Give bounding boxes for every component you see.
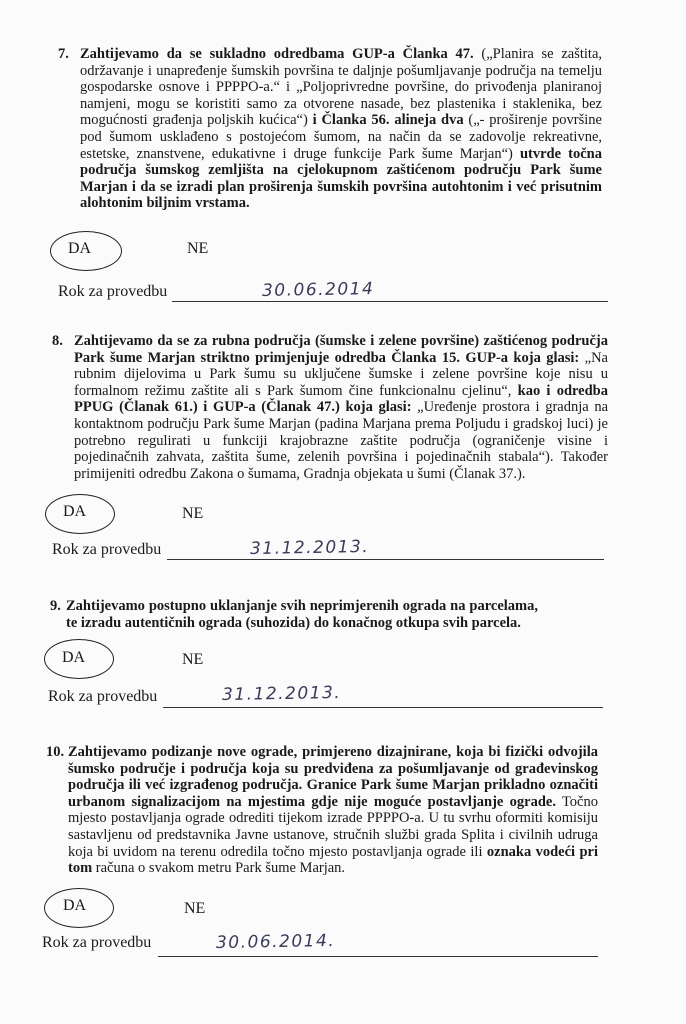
item-text: [66, 598, 538, 631]
deadline-date: 31.12.2013.: [249, 536, 370, 560]
item-number: 8.: [52, 333, 63, 349]
text-bold: utvrde točna područja šumskog zemljišta na cjelokupnom zaštićenom području Park šume Marjan i da se izradi plan proširenja šumskih površina autohtonim i već prisutnim alohtonim biljnim vrstama.: [80, 145, 602, 212]
deadline-label: Rok za provedbu: [58, 283, 168, 300]
item-text: [68, 744, 598, 877]
text-plain: „Na rubnim dijelovima u Park šumu su uključene šumske i zelene površine koje nisu u formalnom režimu zaštite ali s Park šumom čine funkcionalnu cjelinu“,: [74, 349, 608, 399]
text-bold: i Članka 56. alineja dva: [312, 112, 464, 129]
option-yes[interactable]: DA: [62, 649, 86, 666]
text-plain: računa o svakom metru Park šume Marjan.: [92, 860, 346, 877]
text-bold: oznaka vodeći pri tom: [68, 843, 599, 877]
text-plain: („- proširenje površine pod šumom usklađeno s postojećom šumom, na način da se zadovolje rekreativne, estetske, znanstvene, edukativne i druge funkcije Park šume Marjan“): [80, 112, 602, 162]
item-text: [74, 333, 608, 482]
option-yes[interactable]: DA: [63, 503, 87, 520]
deadline-date: 31.12.2013.: [221, 682, 342, 706]
text-plain: Točno mjesto postavljanja ograde odrediti tijekom izrade PPPPO-a. U tu svrhu oformiti komisiju sastavljenu od predstavnika Javne ustanove, stručnih službi grada Splita i civilnih udruga koja bi uvidom na terenu odredila točno mjesto postavljanja ograde ili: [68, 793, 598, 860]
deadline-label: Rok za provedbu: [42, 934, 152, 951]
deadline-date: 30.06.2014.: [215, 930, 336, 954]
text-bold: Zahtijevamo podizanje nove ograde, primjereno dizajnirane, koja bi fizički odvojila šumsko područje i područja koja su predviđena za pošumljavanje od građevinskog područja ili već izgrađenog područja. Granice Park šume Marjan prikladno označiti urbanom signalizacijom na mjestima gdje nije moguće postavljanje ograde.: [68, 744, 598, 810]
deadline-label: Rok za provedbu: [52, 541, 162, 558]
option-no[interactable]: NE: [182, 651, 204, 668]
deadline-line: [163, 707, 603, 708]
text-bold: Zahtijevamo da se za rubna područja (šumske i zelene površine) zaštićenog područja Park šume Marjan striktno primjenjuje odredba Članka 15. GUP-a koja glasi:: [74, 333, 608, 366]
deadline-line: [167, 559, 604, 560]
text-bold: Zahtijevamo da se sukladno odredbama GUP-a Članka 47.: [80, 46, 474, 62]
option-no[interactable]: NE: [184, 900, 206, 917]
item-text: [80, 46, 602, 212]
deadline-date: 30.06.2014: [261, 279, 375, 301]
option-yes[interactable]: DA: [68, 240, 92, 257]
text-bold: Zahtijevamo postupno uklanjanje svih neprimjerenih ograda na parcelama, te izradu autentičnih ograda (suhozida) do konačnog otkupa svih parcela.: [66, 598, 538, 631]
text-bold: kao i odredba PPUG (Članak 61.) i GUP-a (Članak 47.) koja glasi:: [74, 382, 608, 416]
item-number: 9.: [50, 598, 61, 614]
option-no[interactable]: NE: [187, 240, 209, 257]
option-yes[interactable]: DA: [63, 897, 87, 914]
text-plain: „Uređenje prostora i gradnja na kontaktnom području Park šume Marjan (padina Marjana prema Poljudu i gradskoj luci) je potrebno regulirati u funkciji krajobrazne zaštite područja (ograničenje visine i pojedinačnih zahvata, zaštita šume, zelenih površina i pojedinačnih stabala“). Također primijeniti odredbu Zakona o šumama, Gradnja objekata u šumi (Članak 37.).: [74, 399, 609, 482]
deadline-line: [158, 956, 598, 957]
item-number: 10.: [46, 744, 65, 760]
option-no[interactable]: NE: [182, 505, 204, 522]
text-plain: („Planira se zaštita, održavanje i unapređenje šumskih površina te daljnje pošumljavanje područja na temelju gospodarske osnove i PPPPO-a.“ i „Poljoprivredne površine, do privođenja planiranoj namjeni, mogu se koristiti samo za otvorene nasade, bez plastenika i staklenika, bez mogućnosti građenja poljskih kućica“): [80, 46, 603, 129]
item-number: 7.: [58, 46, 69, 62]
deadline-label: Rok za provedbu: [48, 688, 158, 705]
deadline-line: [172, 301, 608, 302]
